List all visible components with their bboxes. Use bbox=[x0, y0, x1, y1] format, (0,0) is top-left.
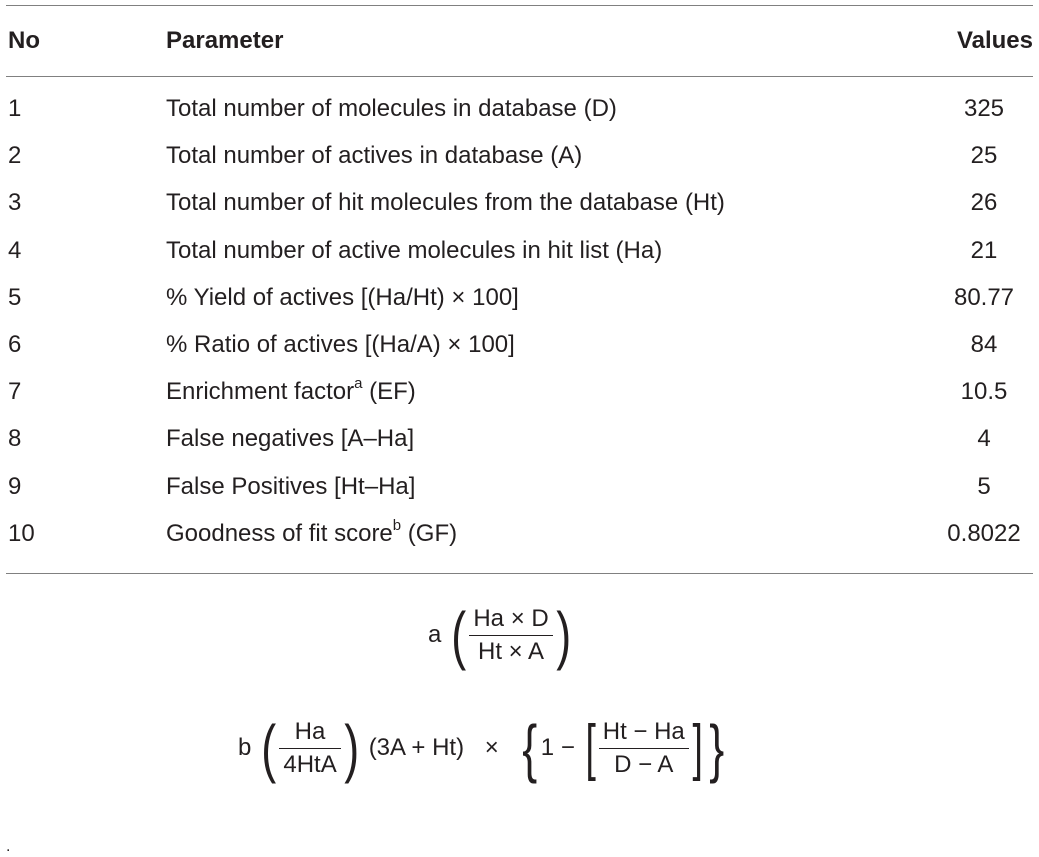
row-value: 80.77 bbox=[953, 283, 1015, 311]
footnote-b-fraction-2-denominator: D − A bbox=[614, 750, 674, 778]
table-row bbox=[0, 142, 1039, 189]
footnote-b-label: b bbox=[238, 734, 252, 761]
row-parameter bbox=[166, 95, 617, 123]
row-value: 5 bbox=[977, 472, 991, 500]
row-value: 26 bbox=[970, 189, 998, 217]
row-parameter-text: False negatives [A–Ha] bbox=[166, 425, 415, 453]
row-number: 7 bbox=[8, 378, 22, 406]
row-number: 3 bbox=[8, 189, 22, 217]
header-values: Values bbox=[956, 27, 1033, 54]
footnote-a-label: a bbox=[428, 621, 442, 648]
row-parameter-text: False Positives [Ht–Ha] bbox=[166, 472, 416, 500]
trailing-mark: . bbox=[6, 838, 11, 855]
row-parameter bbox=[166, 237, 662, 265]
footnote-marker: a bbox=[354, 375, 363, 393]
right-paren: ) bbox=[555, 599, 571, 671]
table-top-rule bbox=[6, 5, 1033, 6]
row-parameter-text: Total number of actives in database (A) bbox=[166, 142, 583, 170]
row-number: 9 bbox=[8, 472, 22, 500]
table-bottom-rule bbox=[6, 573, 1033, 574]
row-value: 84 bbox=[970, 331, 998, 358]
row-number: 5 bbox=[8, 283, 22, 311]
footnote-b-fraction-1 bbox=[279, 718, 340, 779]
row-value: 25 bbox=[970, 142, 998, 170]
header-no: No bbox=[8, 27, 40, 54]
footnote-b-fraction-2 bbox=[599, 718, 689, 779]
row-value: 0.8022 bbox=[947, 519, 1021, 547]
footnote-a-fraction bbox=[469, 605, 552, 666]
table-row bbox=[0, 473, 1039, 520]
left-paren: ( bbox=[261, 712, 277, 784]
footnote-a-numerator: Ha × D bbox=[469, 605, 552, 636]
row-value: 21 bbox=[970, 236, 998, 264]
footnote-b-middle-term: (3A + Ht) bbox=[368, 734, 465, 761]
row-parameter-text: % Ratio of actives [(Ha/A) × 100] bbox=[166, 331, 515, 358]
right-paren: ) bbox=[343, 712, 359, 784]
table-row bbox=[0, 516, 1039, 567]
row-parameter-text: Total number of active molecules in hit list (Ha) bbox=[166, 236, 663, 264]
footnote-marker: b bbox=[392, 516, 402, 534]
table-row bbox=[0, 375, 1039, 425]
header-bottom-rule bbox=[6, 76, 1033, 77]
row-parameter-text: Enrichment factor bbox=[166, 378, 355, 406]
table-row bbox=[0, 284, 1039, 331]
footnote-a-denominator: Ht × A bbox=[478, 637, 545, 665]
row-number: 10 bbox=[8, 519, 35, 547]
row-number: 6 bbox=[8, 331, 22, 358]
row-parameter bbox=[166, 331, 515, 359]
row-parameter bbox=[166, 284, 519, 312]
row-parameter-text: Total number of molecules in database (D) bbox=[166, 95, 617, 122]
footnote-b-times: × bbox=[484, 734, 499, 761]
row-parameter bbox=[166, 516, 458, 548]
row-parameter-text: % Yield of actives [(Ha/Ht) × 100] bbox=[166, 283, 519, 311]
footnote-b-fraction-1-denominator: 4HtA bbox=[283, 750, 337, 778]
row-value: 10.5 bbox=[960, 378, 1008, 406]
left-bracket: [ bbox=[584, 713, 596, 782]
row-parameter-suffix: (GF) bbox=[401, 519, 458, 547]
row-parameter bbox=[166, 425, 414, 453]
row-number: 4 bbox=[8, 236, 22, 264]
footnote-b-formula bbox=[238, 712, 727, 784]
row-number: 2 bbox=[8, 142, 22, 170]
table-row bbox=[0, 425, 1039, 472]
header-parameter: Parameter bbox=[166, 27, 284, 54]
row-value: 325 bbox=[963, 95, 1005, 122]
row-parameter-suffix: (EF) bbox=[362, 378, 416, 406]
right-bracket: ] bbox=[692, 713, 703, 782]
row-parameter bbox=[166, 142, 582, 170]
right-brace: } bbox=[709, 712, 725, 784]
row-parameter-text: Goodness of fit score bbox=[166, 519, 393, 547]
left-brace: { bbox=[522, 712, 538, 784]
footnote-b-fraction-2-numerator: Ht − Ha bbox=[599, 718, 689, 749]
row-number: 1 bbox=[8, 95, 22, 122]
left-paren: ( bbox=[451, 599, 467, 671]
row-parameter bbox=[166, 189, 725, 217]
table-row bbox=[0, 237, 1039, 284]
table-row bbox=[0, 189, 1039, 236]
row-parameter bbox=[166, 473, 415, 501]
footnote-a-formula bbox=[428, 599, 574, 671]
table-row bbox=[0, 331, 1039, 378]
row-parameter-text: Total number of hit molecules from the database (Ht) bbox=[166, 189, 725, 217]
row-number: 8 bbox=[8, 425, 22, 453]
table-row bbox=[0, 95, 1039, 142]
row-value: 4 bbox=[977, 425, 991, 453]
footnote-b-one-minus: 1 − bbox=[540, 734, 575, 761]
footnote-b-fraction-1-numerator: Ha bbox=[279, 718, 340, 749]
row-parameter bbox=[166, 375, 416, 406]
